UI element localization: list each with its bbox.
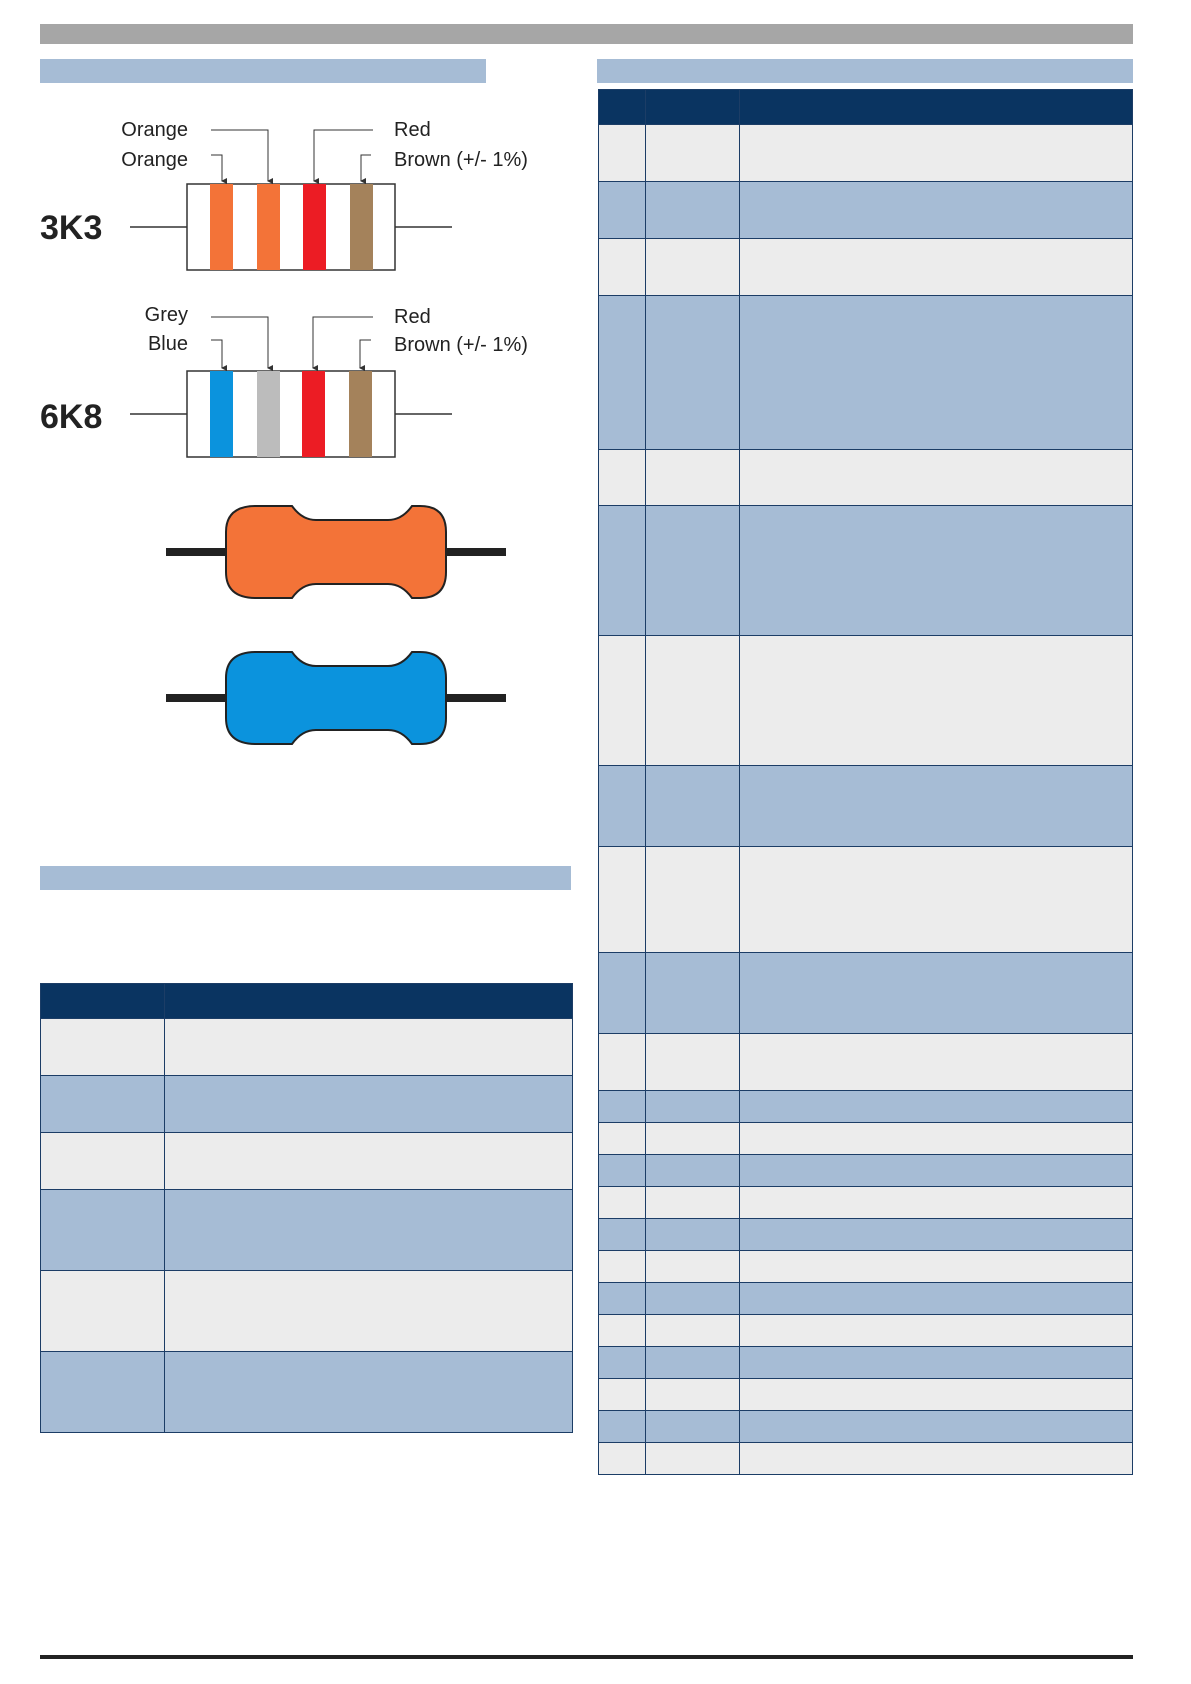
r2-band-3 [302, 371, 325, 457]
table-row [599, 1315, 1133, 1347]
table-row [599, 239, 1133, 296]
table-row [599, 847, 1133, 953]
r1-label-band4: Brown (+/- 1%) [394, 149, 528, 171]
r2-label-band4: Brown (+/- 1%) [394, 334, 528, 356]
table-header-cell [165, 984, 573, 1019]
section-bar-lower-left [40, 866, 571, 890]
table-header-row [599, 90, 1133, 125]
r2-label-band1: Blue [147, 333, 188, 355]
table-row [599, 1347, 1133, 1379]
table-row [599, 636, 1133, 766]
r2-label-band2: Grey [144, 304, 188, 326]
table-row [599, 1283, 1133, 1315]
table-row [41, 1271, 573, 1352]
right-table [598, 89, 1133, 1475]
r1-band-4 [350, 184, 373, 270]
table-row [599, 766, 1133, 847]
r2-label-band3: Red [394, 306, 431, 328]
table-row [599, 1411, 1133, 1443]
resistor-diagrams [0, 0, 600, 780]
table-header-row [41, 984, 573, 1019]
table-header-cell [646, 90, 740, 125]
r2-band-2 [257, 371, 280, 457]
table-row [41, 1076, 573, 1133]
r2-code: 6K8 [40, 398, 103, 436]
r1-band-2 [257, 184, 280, 270]
table-row [599, 1187, 1133, 1219]
table-row [599, 1034, 1133, 1091]
r2-band-4 [349, 371, 372, 457]
table-header-cell [740, 90, 1133, 125]
blue-resistor-body [226, 652, 446, 744]
table-row [599, 1251, 1133, 1283]
r2-leader-1 [211, 340, 222, 368]
lower-left-table [40, 983, 573, 1433]
table-row [599, 1219, 1133, 1251]
r2-band-1 [210, 371, 233, 457]
table-row [599, 1379, 1133, 1411]
orange-resistor-illustration [166, 506, 506, 598]
table-row [41, 1133, 573, 1190]
orange-resistor-body [226, 506, 446, 598]
resistor-3k3-diagram [130, 130, 452, 270]
resistor-6k8-diagram [130, 317, 452, 457]
table-header-cell [599, 90, 646, 125]
table-row [599, 506, 1133, 636]
section-bar-right-table [597, 59, 1133, 83]
r1-leader-1 [211, 155, 222, 181]
r1-band-3 [303, 184, 326, 270]
r2-leader-2 [211, 317, 268, 368]
r2-leader-4 [360, 340, 371, 368]
table-row [599, 1155, 1133, 1187]
table-row [599, 1443, 1133, 1475]
r2-leader-3 [313, 317, 373, 368]
r1-code: 3K3 [40, 209, 103, 247]
r1-label-band3: Red [394, 119, 431, 141]
table-row [599, 450, 1133, 506]
page-footer-rule [40, 1655, 1133, 1659]
table-row [41, 1352, 573, 1433]
table-row [599, 182, 1133, 239]
table-header-cell [41, 984, 165, 1019]
blue-resistor-illustration [166, 652, 506, 744]
r1-label-band1: Orange [121, 119, 188, 141]
table-row [599, 296, 1133, 450]
table-row [599, 1123, 1133, 1155]
table-row [599, 953, 1133, 1034]
table-row [41, 1019, 573, 1076]
r1-band-1 [210, 184, 233, 270]
table-row [599, 125, 1133, 182]
table-row [41, 1190, 573, 1271]
r1-leader-4 [361, 155, 371, 181]
table-row [599, 1091, 1133, 1123]
r1-label-band2: Orange [121, 149, 188, 171]
